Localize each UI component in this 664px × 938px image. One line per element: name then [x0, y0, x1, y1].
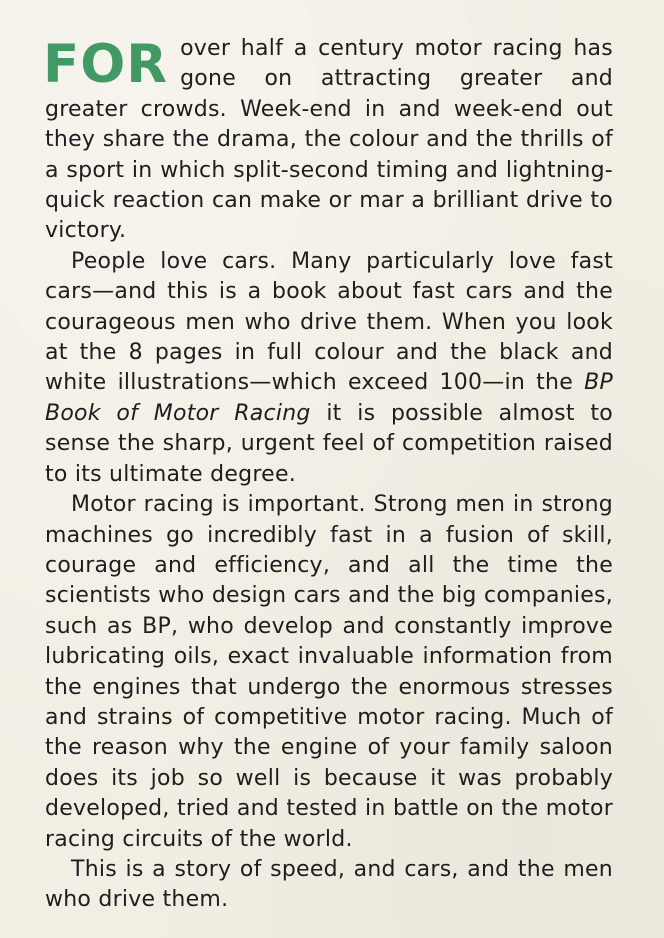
paragraph-intro	[45, 34, 613, 247]
paragraph-people-love-cars	[45, 247, 613, 490]
paragraph-motor-racing-important	[45, 490, 613, 855]
paragraph-2-text-after: it is possible almost to sense the sharp, urgent feel of competition raised to its ultimate degree.	[45, 400, 613, 487]
paragraph-2-text-before: People love cars. Many particularly love fast cars—and this is a book about fast cars and the courageous men who drive them. When you look at the 8 pages in full colour and the black and white illustrations—which exceed 100—in the	[45, 248, 613, 396]
paragraph-story-of-speed	[45, 855, 613, 916]
paragraph-3-text: Motor racing is important. Strong men in strong machines go incredibly fast in a fusion of skill, courage and efficiency, and all the time the scientists who design cars and the big companies, such as BP, who develop and constantly improve lubricating oils, exact invaluable information from the engines that undergo the enormous stresses and strains of competitive motor racing. Much of the reason why the engine of your family saloon does its job so well is because it was probably developed, tried and tested in battle on the motor racing circuits of the world.	[45, 492, 613, 852]
body-text	[45, 34, 613, 916]
paragraph-4-text: This is a story of speed, and cars, and the men who drive them.	[45, 856, 613, 913]
paragraph-intro-text: over half a century motor racing has gone on attracting greater and greater crowds. Week-end in and week-end out they share the drama, the colour and the thrills of a sport in which split-second timing and lightning-quick reaction can make or mar a brilliant drive to victory.	[45, 36, 613, 244]
drop-cap: FOR	[43, 34, 169, 95]
book-title: BP Book of Motor Racing	[45, 370, 613, 426]
